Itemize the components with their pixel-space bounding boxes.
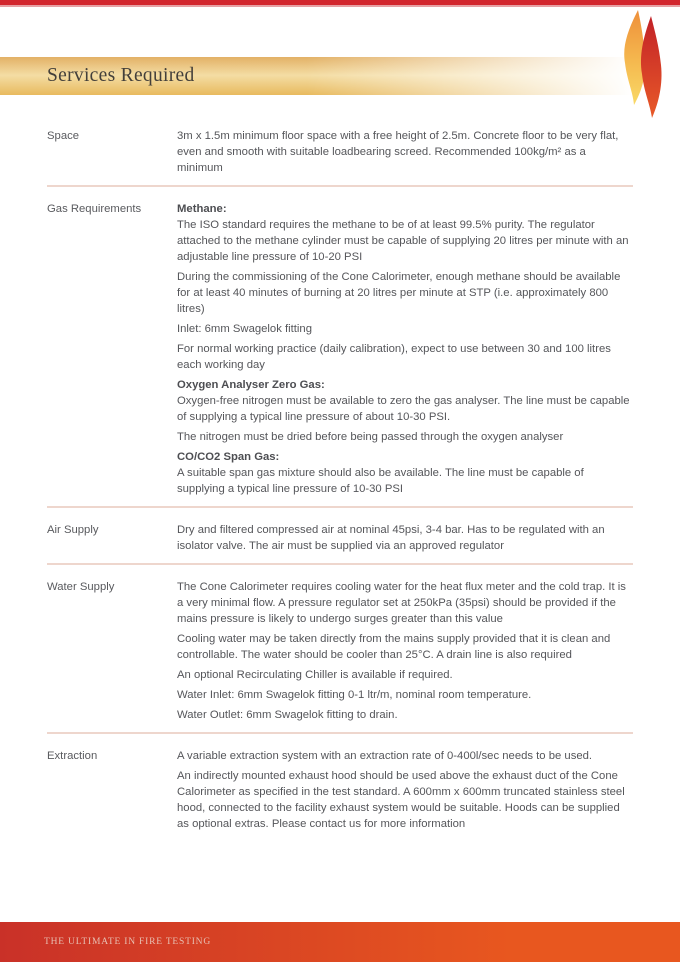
service-details xyxy=(177,128,633,176)
paragraph: Water Outlet: 6mm Swagelok fitting to drain. xyxy=(177,709,398,721)
paragraph: An indirectly mounted exhaust hood should be used above the exhaust duct of the Cone Calorimeter as specified in the test standard. A 600mm x 600mm truncated stainless steel hood, connected to the facility exhaust system would be suitable. Hoods can be supplied as optional extras. Please contact us for more information xyxy=(177,770,625,830)
subheading: Oxygen Analyser Zero Gas: xyxy=(177,379,325,391)
paragraph: Dry and filtered compressed air at nominal 45psi, 3-4 bar. Has to be regulated with an isolator valve. The air must be supplied via an approved regulator xyxy=(177,524,605,552)
service-label: Space xyxy=(47,130,80,142)
service-row-water-supply xyxy=(47,565,633,734)
service-details xyxy=(177,522,633,554)
paragraph: A suitable span gas mixture should also be available. The line must be capable of supplying a typical line pressure of 10-30 PSI xyxy=(177,467,584,495)
paragraph: Water Inlet: 6mm Swagelok fitting 0-1 ltr/m, nominal room temperature. xyxy=(177,689,532,701)
service-label: Gas Requirements xyxy=(47,203,142,215)
paragraph: The Cone Calorimeter requires cooling water for the heat flux meter and the cold trap. It is a very minimal flow. A pressure regulator set at 250kPa (35psi) should be provided if the mains pressure is likely to undergo surges greater than this value xyxy=(177,581,626,625)
paragraph: Oxygen-free nitrogen must be available to zero the gas analyser. The line must be capable of supplying a typical line pressure of about 10-30 PSI. xyxy=(177,395,630,423)
paragraph: An optional Recirculating Chiller is available if required. xyxy=(177,669,453,681)
service-row-air-supply xyxy=(47,508,633,565)
service-details xyxy=(177,579,633,723)
page-title: Services Required xyxy=(47,65,195,86)
subheading: CO/CO2 Span Gas: xyxy=(177,451,280,463)
paragraph: Inlet: 6mm Swagelok fitting xyxy=(177,323,312,335)
service-row-space xyxy=(47,128,633,187)
paragraph: A variable extraction system with an extraction rate of 0-400l/sec needs to be used. xyxy=(177,750,593,762)
paragraph: Cooling water may be taken directly from the mains supply provided that it is clean and controllable. The water should be cooler than 25°C. A drain line is also required xyxy=(177,633,611,661)
service-row-gas-requirements xyxy=(47,187,633,508)
service-details xyxy=(177,748,633,832)
services-table xyxy=(47,128,633,841)
footer-tagline: THE ULTIMATE IN FIRE TESTING xyxy=(44,937,212,947)
paragraph: The nitrogen must be dried before being passed through the oxygen analyser xyxy=(177,431,564,443)
subheading: Methane: xyxy=(177,203,227,215)
top-accent-bar xyxy=(0,0,680,7)
paragraph: For normal working practice (daily calibration), expect to use between 30 and 100 litres each working day xyxy=(177,343,611,371)
paragraph: 3m x 1.5m minimum floor space with a free height of 2.5m. Concrete floor to be very flat, even and smooth with suitable loadbearing screed. Recommended 100kg/m² as a minimum xyxy=(177,130,619,174)
flame-icon xyxy=(618,8,664,120)
paragraph: The ISO standard requires the methane to be of at least 99.5% purity. The regulator attached to the methane cylinder must be capable of supplying 20 litres per minute with an adjustable line pressure of 10-20 PSI xyxy=(177,219,629,263)
footer-bar xyxy=(0,922,680,962)
title-banner xyxy=(0,57,680,95)
paragraph: During the commissioning of the Cone Calorimeter, enough methane should be available for at least 40 minutes of burning at 20 litres per minute at STP (i.e. approximately 800 litres) xyxy=(177,271,621,315)
service-label: Water Supply xyxy=(47,581,115,593)
service-label: Air Supply xyxy=(47,524,99,536)
service-row-extraction xyxy=(47,734,633,841)
service-details xyxy=(177,201,633,497)
service-label: Extraction xyxy=(47,750,98,762)
